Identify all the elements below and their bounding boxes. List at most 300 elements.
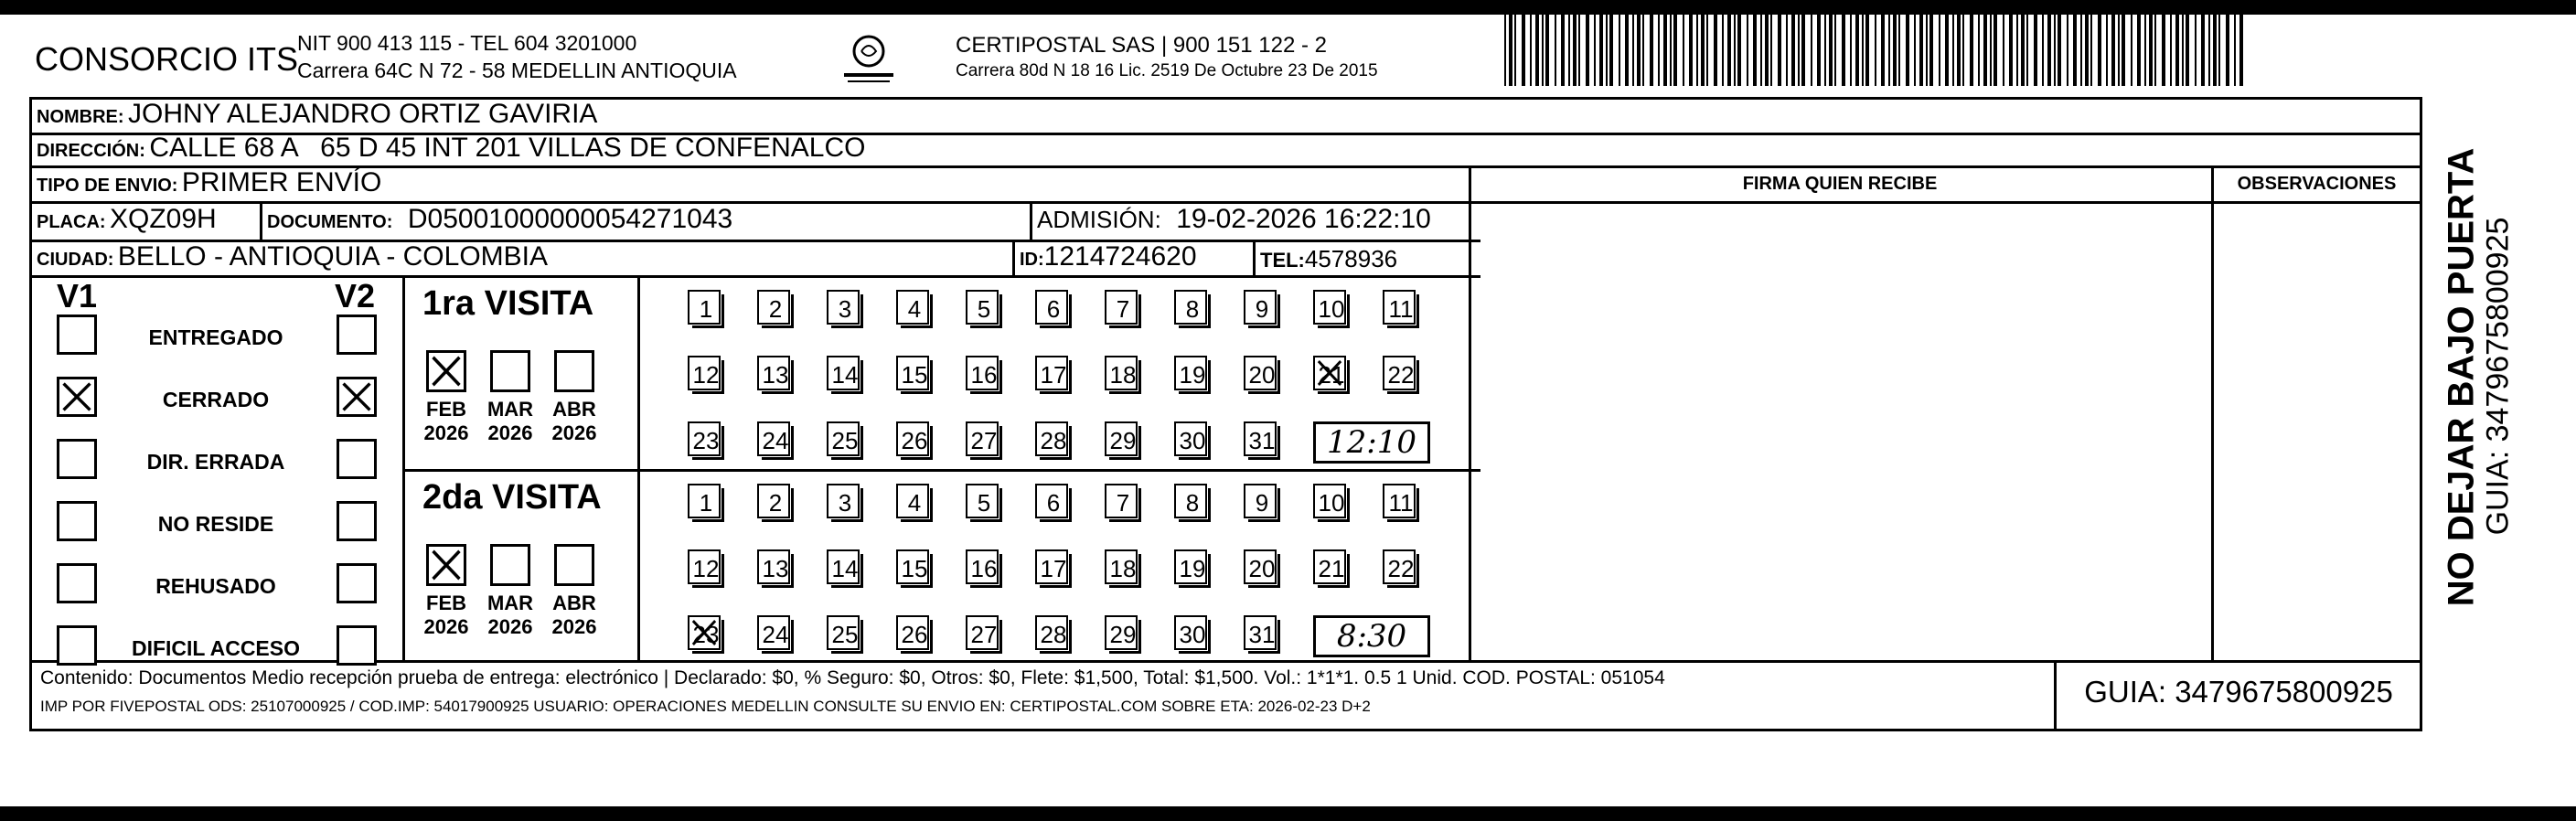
day-number: 28 (1040, 427, 1067, 454)
month-checkbox[interactable] (554, 350, 594, 392)
day-box[interactable] (1313, 356, 1346, 390)
day-number: 2 (768, 489, 783, 517)
day-box[interactable] (1313, 290, 1346, 325)
v2-checkbox[interactable] (337, 439, 377, 479)
side-guia: GUIA: 3479675800925 (2480, 217, 2516, 536)
barcode-bar (1747, 15, 1748, 86)
day-number: 14 (831, 361, 859, 389)
day-number: 19 (1179, 555, 1206, 582)
month-year: 2026 (551, 615, 597, 638)
barcode-bar (2186, 15, 2189, 86)
barcode-bar (1535, 15, 1539, 86)
company-address: Carrera 64C N 72 - 58 MEDELLIN ANTIOQUIA (297, 59, 737, 82)
direccion-value: CALLE 68 A 65 D 45 INT 201 VILLAS DE CONFENALCO (149, 133, 866, 163)
day-box[interactable] (757, 356, 790, 390)
day-box[interactable] (1244, 290, 1277, 325)
barcode-bar (1855, 15, 1859, 86)
day-number: 16 (970, 361, 998, 389)
day-number: 8 (1185, 295, 1200, 323)
day-box[interactable] (966, 356, 999, 390)
day-number: 23 (692, 621, 720, 648)
id-label: ID: (1020, 250, 1044, 270)
month-label (417, 398, 476, 445)
barcode-bar (1619, 15, 1620, 86)
ciudad-cell (37, 241, 548, 272)
day-box[interactable] (1105, 484, 1138, 518)
day-number: 5 (977, 295, 991, 323)
footer-guia: GUIA: 3479675800925 (2084, 675, 2393, 709)
day-number: 27 (970, 427, 998, 454)
day-number: 11 (1388, 295, 1414, 323)
day-number: 21 (1318, 555, 1345, 582)
barcode-bar (1722, 15, 1724, 86)
day-box[interactable] (1383, 356, 1416, 390)
day-box[interactable] (688, 421, 721, 456)
barcode-bar (1842, 15, 1845, 86)
barcode-bar (1929, 15, 1933, 86)
day-box[interactable] (1035, 615, 1068, 650)
v1-checkbox[interactable] (57, 377, 97, 417)
barcode-bar (1770, 15, 1772, 86)
barcode-bar (1817, 15, 1821, 86)
month-year: 2026 (423, 421, 469, 444)
day-number: 3 (838, 489, 852, 517)
check-mark-icon (429, 547, 464, 583)
barcode-bar (2080, 15, 2082, 86)
admision-value: 19-02-2026 16:22:10 (1176, 204, 1431, 234)
barcode-bar (2175, 15, 2179, 86)
v1-checkbox[interactable] (57, 315, 97, 355)
day-box[interactable] (827, 421, 860, 456)
day-number: 14 (831, 555, 859, 582)
direccion-row (37, 133, 866, 164)
ciudad-label: CIUDAD: (37, 250, 114, 270)
day-box[interactable] (827, 484, 860, 518)
visit-time-field[interactable]: 12:10 (1313, 421, 1430, 464)
barcode-bar (2131, 15, 2132, 86)
barcode-bar (1609, 15, 1613, 86)
day-box[interactable] (1244, 356, 1277, 390)
barcode-bar (1555, 15, 1556, 86)
barcode-bar (1786, 15, 1788, 86)
day-box[interactable] (827, 290, 860, 325)
barcode-bar (2034, 15, 2037, 86)
barcode-bar (1983, 15, 1987, 86)
v2-label: V2 (335, 277, 376, 315)
barcode-bar (1765, 15, 1769, 86)
day-box[interactable] (827, 615, 860, 650)
barcode-bar (1824, 15, 1826, 86)
courier-logo (837, 33, 901, 88)
v2-checkbox[interactable] (337, 315, 377, 355)
day-number: 5 (977, 489, 991, 517)
month-name: FEB (426, 398, 466, 421)
day-box[interactable] (1105, 290, 1138, 325)
barcode-bar (2170, 15, 2172, 86)
status-option-label: ENTREGADO (148, 325, 283, 349)
check-mark-icon (689, 617, 719, 648)
v1-checkbox[interactable] (57, 563, 97, 603)
day-number: 1 (699, 489, 713, 517)
barcode-bar (1753, 15, 1757, 86)
day-box[interactable] (896, 484, 929, 518)
day-number: 25 (831, 427, 859, 454)
day-box[interactable] (1174, 421, 1207, 456)
barcode-bar (2137, 15, 2141, 86)
day-number: 27 (970, 621, 998, 648)
month-checkbox[interactable] (426, 544, 466, 586)
barcode-bar (1850, 15, 1852, 86)
barcode-bar (1683, 15, 1684, 86)
day-box[interactable] (1244, 421, 1277, 456)
barcode-bar (1939, 15, 1940, 86)
day-number: 7 (1116, 489, 1130, 517)
placa-cell (37, 204, 217, 235)
barcode-bar (1990, 15, 1992, 86)
tipo-row (37, 167, 381, 198)
nombre-label: NOMBRE: (37, 107, 124, 127)
day-box[interactable] (827, 356, 860, 390)
day-box[interactable] (966, 484, 999, 518)
day-box[interactable] (1105, 549, 1138, 584)
day-number: 21 (1318, 361, 1345, 389)
barcode-bar (1957, 15, 1961, 86)
placa-label: PLACA: (37, 212, 106, 232)
day-box[interactable] (896, 615, 929, 650)
day-box[interactable] (966, 290, 999, 325)
id-cell (1020, 241, 1197, 272)
day-number: 10 (1318, 489, 1345, 517)
barcode-bar (1599, 15, 1603, 86)
admision-cell (1037, 204, 1431, 235)
barcode-bar (1926, 15, 1928, 86)
barcode-bar (1737, 15, 1741, 86)
month-name: MAR (486, 398, 534, 421)
barcode-bar (1970, 15, 1973, 86)
month-year: 2026 (487, 615, 533, 638)
observaciones-header: OBSERVACIONES (2237, 174, 2397, 194)
day-box[interactable] (757, 615, 790, 650)
day-box[interactable] (1174, 615, 1207, 650)
barcode-bar (1632, 15, 1634, 86)
tel-cell (1260, 245, 1397, 273)
day-box[interactable] (757, 549, 790, 584)
day-box[interactable] (1383, 484, 1416, 518)
v1-checkbox[interactable] (57, 501, 97, 541)
barcode-bar (2073, 15, 2077, 86)
day-number: 4 (907, 295, 922, 323)
day-box[interactable] (757, 290, 790, 325)
day-number: 17 (1040, 361, 1067, 389)
barcode-bar (1573, 15, 1577, 86)
barcode-bar (2047, 15, 2051, 86)
nit-line: NIT 900 413 115 - TEL 604 3201000 (297, 31, 637, 55)
day-box[interactable] (1035, 549, 1068, 584)
barcode-bar (1881, 15, 1885, 86)
day-box[interactable] (688, 290, 721, 325)
day-number: 9 (1255, 295, 1269, 323)
day-box[interactable] (966, 615, 999, 650)
day-number: 30 (1179, 621, 1206, 648)
barcode-bar (2067, 15, 2068, 86)
v2-checkbox[interactable] (337, 563, 377, 603)
barcode-bar (1734, 15, 1736, 86)
day-box[interactable] (1035, 290, 1068, 325)
barcode-bar (2085, 15, 2089, 86)
barcode-bar (1952, 15, 1954, 86)
barcode-bar (1865, 15, 1869, 86)
barcode-bar (1625, 15, 1629, 86)
barcode-bar (1978, 15, 1980, 86)
barcode-bar (1801, 15, 1805, 86)
barcode-bar (1701, 15, 1705, 86)
barcode-bar (1578, 15, 1580, 86)
day-box[interactable] (1105, 356, 1138, 390)
day-number: 10 (1318, 295, 1345, 323)
barcode-bar (1778, 15, 1781, 86)
day-box[interactable] (1174, 356, 1207, 390)
day-box[interactable] (827, 549, 860, 584)
side-warning: NO DEJAR BAJO PUERTA (2441, 147, 2482, 607)
barcode-bar (2016, 15, 2018, 86)
day-box[interactable] (1383, 290, 1416, 325)
day-number: 22 (1387, 555, 1415, 582)
month-name: ABR (552, 592, 596, 614)
day-number: 3 (838, 295, 852, 323)
month-checkbox[interactable] (490, 350, 530, 392)
barcode-bar (2234, 15, 2236, 86)
day-number: 9 (1255, 489, 1269, 517)
barcode-bar (2054, 15, 2056, 86)
day-box[interactable] (1244, 484, 1277, 518)
day-number: 18 (1109, 361, 1137, 389)
day-number: 16 (970, 555, 998, 582)
barcode-bar (2026, 15, 2028, 86)
day-box[interactable] (688, 549, 721, 584)
barcode-bar (1637, 15, 1641, 86)
status-option-label: REHUSADO (155, 574, 276, 598)
barcode-bar (2201, 15, 2205, 86)
month-label (481, 398, 540, 445)
v2-checkbox[interactable] (337, 501, 377, 541)
footer-imp: IMP POR FIVEPOSTAL ODS: 25107000925 / COD.IMP: 54017900925 USUARIO: OPERACIONES MEDELLIN CONSULTE SU ENVIO EN: CERTIPOSTAL.COM SOBRE ETA: 2026-02-23 D+2 (40, 698, 1371, 715)
day-number: 23 (692, 427, 720, 454)
day-box[interactable] (1035, 484, 1068, 518)
barcode-bar (1568, 15, 1570, 86)
day-box[interactable] (1105, 615, 1138, 650)
barcode-bar (2226, 15, 2229, 86)
barcode-bar (2149, 15, 2153, 86)
day-number: 31 (1248, 621, 1276, 648)
barcode-bar (2213, 15, 2217, 86)
day-box[interactable] (966, 549, 999, 584)
day-number: 24 (762, 621, 789, 648)
day-box[interactable] (688, 484, 721, 518)
tel-label: TEL: (1260, 249, 1305, 272)
month-checkbox[interactable] (426, 350, 466, 392)
barcode-bar (2009, 15, 2013, 86)
day-box[interactable] (1174, 484, 1207, 518)
barcode-bar (2208, 15, 2210, 86)
month-label (545, 398, 604, 445)
barcode-bar (1862, 15, 1864, 86)
barcode (1504, 13, 2245, 88)
day-number: 30 (1179, 427, 1206, 454)
side-text (2425, 119, 2571, 631)
month-checkbox[interactable] (490, 544, 530, 586)
v2-checkbox[interactable] (337, 625, 377, 666)
status-option-label: DIFICIL ACCESO (131, 636, 300, 660)
barcode-bar (1914, 15, 1916, 86)
day-number: 25 (831, 621, 859, 648)
barcode-bar (2058, 15, 2061, 86)
barcode-bar (1898, 15, 1900, 86)
day-box[interactable] (1244, 549, 1277, 584)
barcode-bar (2021, 15, 2025, 86)
day-number: 12 (692, 361, 720, 389)
day-box[interactable] (1174, 290, 1207, 325)
check-mark-icon (59, 379, 94, 414)
barcode-bar (1945, 15, 1949, 86)
status-option-label: CERRADO (162, 388, 270, 411)
barcode-bar (1811, 15, 1812, 86)
barcode-bar (2106, 15, 2108, 86)
barcode-bar (1509, 15, 1512, 86)
barcode-bar (2162, 15, 2165, 86)
day-number: 12 (692, 555, 720, 582)
check-mark-icon (1315, 357, 1344, 389)
barcode-bar (1829, 15, 1833, 86)
barcode-bar (2118, 15, 2120, 86)
barcode-bar (2111, 15, 2115, 86)
tipo-value: PRIMER ENVÍO (181, 167, 382, 197)
day-number: 18 (1109, 555, 1137, 582)
barcode-bar (2003, 15, 2004, 86)
status-option-label: NO RESIDE (157, 512, 274, 536)
barcode-bar (1670, 15, 1672, 86)
day-number: 11 (1388, 489, 1414, 517)
barcode-bar (1522, 15, 1525, 86)
day-number: 31 (1248, 427, 1276, 454)
day-box[interactable] (1313, 484, 1346, 518)
tipo-label: TIPO DE ENVIO: (37, 176, 178, 196)
day-number: 2 (768, 295, 783, 323)
month-name: ABR (552, 398, 596, 421)
day-number: 4 (907, 489, 922, 517)
day-box[interactable] (896, 549, 929, 584)
barcode-bar (1689, 15, 1693, 86)
documento-label: DOCUMENTO: (267, 212, 393, 232)
v1-checkbox[interactable] (57, 625, 97, 666)
barcode-bar (1875, 15, 1876, 86)
barcode-bar (1545, 15, 1549, 86)
barcode-bar (2182, 15, 2184, 86)
day-number: 19 (1179, 361, 1206, 389)
barcode-bar (1760, 15, 1762, 86)
documento-value: D05001000000054271043 (407, 204, 733, 234)
day-number: 29 (1109, 427, 1137, 454)
day-box[interactable] (757, 484, 790, 518)
barcode-bar (1504, 15, 1506, 86)
day-box[interactable] (896, 356, 929, 390)
ciudad-value: BELLO - ANTIOQUIA - COLOMBIA (117, 241, 549, 272)
day-box[interactable] (688, 356, 721, 390)
day-box[interactable] (1035, 356, 1068, 390)
day-box[interactable] (1313, 549, 1346, 584)
day-number: 26 (901, 427, 928, 454)
v1-checkbox[interactable] (57, 439, 97, 479)
barcode-bar (1530, 15, 1532, 86)
month-checkbox[interactable] (554, 544, 594, 586)
day-box[interactable] (1035, 421, 1068, 456)
v2-checkbox[interactable] (337, 377, 377, 417)
day-box[interactable] (896, 421, 929, 456)
visit-title: 2da VISITA (422, 478, 602, 517)
barcode-bar (2042, 15, 2044, 86)
v1-label: V1 (57, 277, 98, 315)
barcode-bar (2144, 15, 2146, 86)
company-name: CONSORCIO ITS (35, 40, 299, 78)
day-number: 13 (762, 555, 789, 582)
barcode-bar (1893, 15, 1897, 86)
admision-label: ADMISIÓN: (1037, 206, 1161, 233)
barcode-bar (1606, 15, 1608, 86)
firma-header: FIRMA QUIEN RECIBE (1742, 174, 1938, 194)
day-box[interactable] (896, 290, 929, 325)
visit-time-field[interactable]: 8:30 (1313, 615, 1430, 657)
barcode-bar (1542, 15, 1544, 86)
barcode-bar (2218, 15, 2220, 86)
day-box[interactable] (966, 421, 999, 456)
day-box[interactable] (1244, 615, 1277, 650)
barcode-bar (1919, 15, 1923, 86)
day-box[interactable] (688, 615, 721, 650)
barcode-bar (1696, 15, 1698, 86)
nombre-value: JOHNY ALEJANDRO ORTIZ GAVIRIA (128, 99, 598, 129)
day-number: 7 (1116, 295, 1130, 323)
month-name: MAR (486, 592, 534, 614)
placa-value: XQZ09H (110, 204, 217, 234)
barcode-bar (2239, 15, 2243, 86)
barcode-bar (1993, 15, 1997, 86)
month-label (545, 592, 604, 639)
day-number: 8 (1185, 489, 1200, 517)
barcode-bar (2154, 15, 2156, 86)
day-box[interactable] (1174, 549, 1207, 584)
day-box[interactable] (757, 421, 790, 456)
tel-value: 4578936 (1304, 245, 1398, 272)
month-year: 2026 (423, 615, 469, 638)
month-label (481, 592, 540, 639)
visit-title: 1ra VISITA (422, 284, 594, 323)
day-number: 17 (1040, 555, 1067, 582)
day-number: 20 (1248, 361, 1276, 389)
barcode-bar (1962, 15, 1964, 86)
barcode-bar (2098, 15, 2101, 86)
month-label (417, 592, 476, 639)
day-box[interactable] (1383, 549, 1416, 584)
day-box[interactable] (1105, 421, 1138, 456)
barcode-bar (1673, 15, 1677, 86)
barcode-bar (1727, 15, 1731, 86)
direccion-label: DIRECCIÓN: (37, 141, 145, 161)
barcode-bar (2090, 15, 2092, 86)
documento-cell (267, 204, 732, 235)
barcode-bar (1658, 15, 1660, 86)
footer-contenido: Contenido: Documentos Medio recepción prueba de entrega: electrónico | Declarado: $0, % Seguro: $0, Otros: $0, Flete: $1,500, Total: $1,500. Vol.: 1*1*1. 0.5 1 Unid. COD. POSTAL: 051054 (40, 667, 1665, 688)
courier-name: CERTIPOSTAL SAS | 900 151 122 - 2 (956, 33, 1327, 58)
barcode-bar (2122, 15, 2125, 86)
